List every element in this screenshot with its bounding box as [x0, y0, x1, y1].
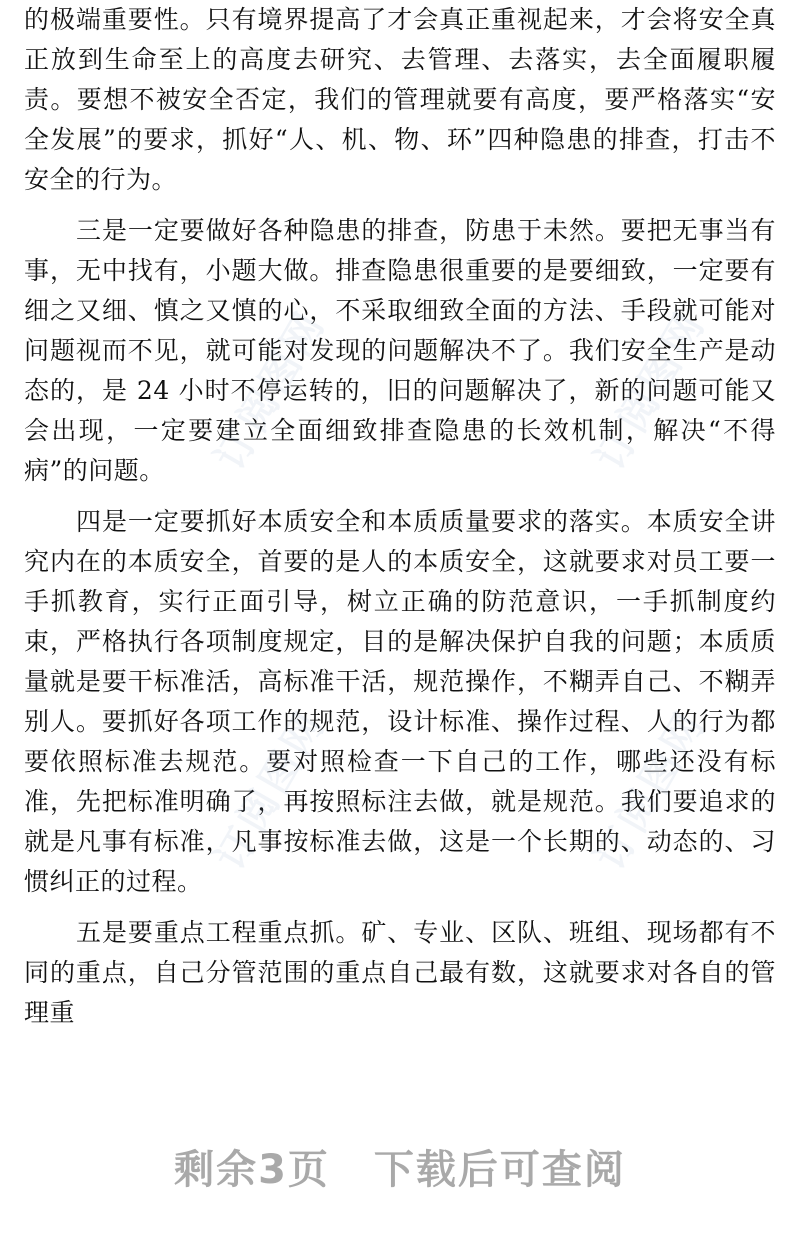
watermark-3: 订阅图网	[207, 702, 335, 878]
watermark-1: 订阅图网	[207, 302, 335, 478]
paragraph-2: 三是一定要做好各种隐患的排查，防患于未然。要把无事当有事，无中找有，小题大做。排查隐患很重要的是要细致，一定要有细之又细、慎之又慎的心，不采取细致全面的方法、手段就可能对问题视而不见，就可能对发现的问题解决不了。我们安全生产是动态的，是 24 小时不停运转的，旧的问题解决了，新的问题可能又会出现，一定要建立全面细致排查隐患的长效机制，解决“不得病”的问题。	[24, 216, 776, 485]
watermark-4: 订阅图网	[587, 702, 715, 878]
download-hint-label: 下载后可查阅	[373, 1147, 626, 1193]
download-banner[interactable]	[0, 1138, 800, 1195]
paragraph-1: 的极端重要性。只有境界提高了才会真正重视起来，才会将安全真正放到生命至上的高度去研究、去管理、去落实，去全面履职履责。要想不被安全否定，我们的管理就要有高度，要严格落实“安全发展”的要求，抓好“人、机、物、环”四种隐患的排查，打击不安全的行为。	[24, 5, 776, 194]
document-body	[24, 0, 776, 1033]
paragraph-4: 五是要重点工程重点抓。矿、专业、区队、班组、现场都有不同的重点，自己分管范围的重点自己最有数，这就要求对各自的管理重	[24, 918, 776, 1027]
paragraph-3: 四是一定要抓好本质安全和本质质量要求的落实。本质安全讲究内在的本质安全，首要的是人的本质安全，这就要求对员工要一手抓教育，实行正面引导，树立正确的防范意识，一手抓制度约束，严格执行各项制度规定，目的是解决保护自我的问题；本质质量就是要干标准活，高标准干活，规范操作，不糊弄自己、不糊弄别人。要抓好各项工作的规范，设计标准、操作过程、人的行为都要依照标准去规范。要对照检查一下自己的工作，哪些还没有标准，先把标准明确了，再按照标注去做，就是规范。我们要追求的就是凡事有标准，凡事按标准去做，这是一个长期的、动态的、习惯纠正的过程。	[24, 507, 776, 896]
remaining-pages-label: 剩余3页	[174, 1147, 330, 1193]
watermark-2: 订阅图网	[587, 302, 715, 478]
